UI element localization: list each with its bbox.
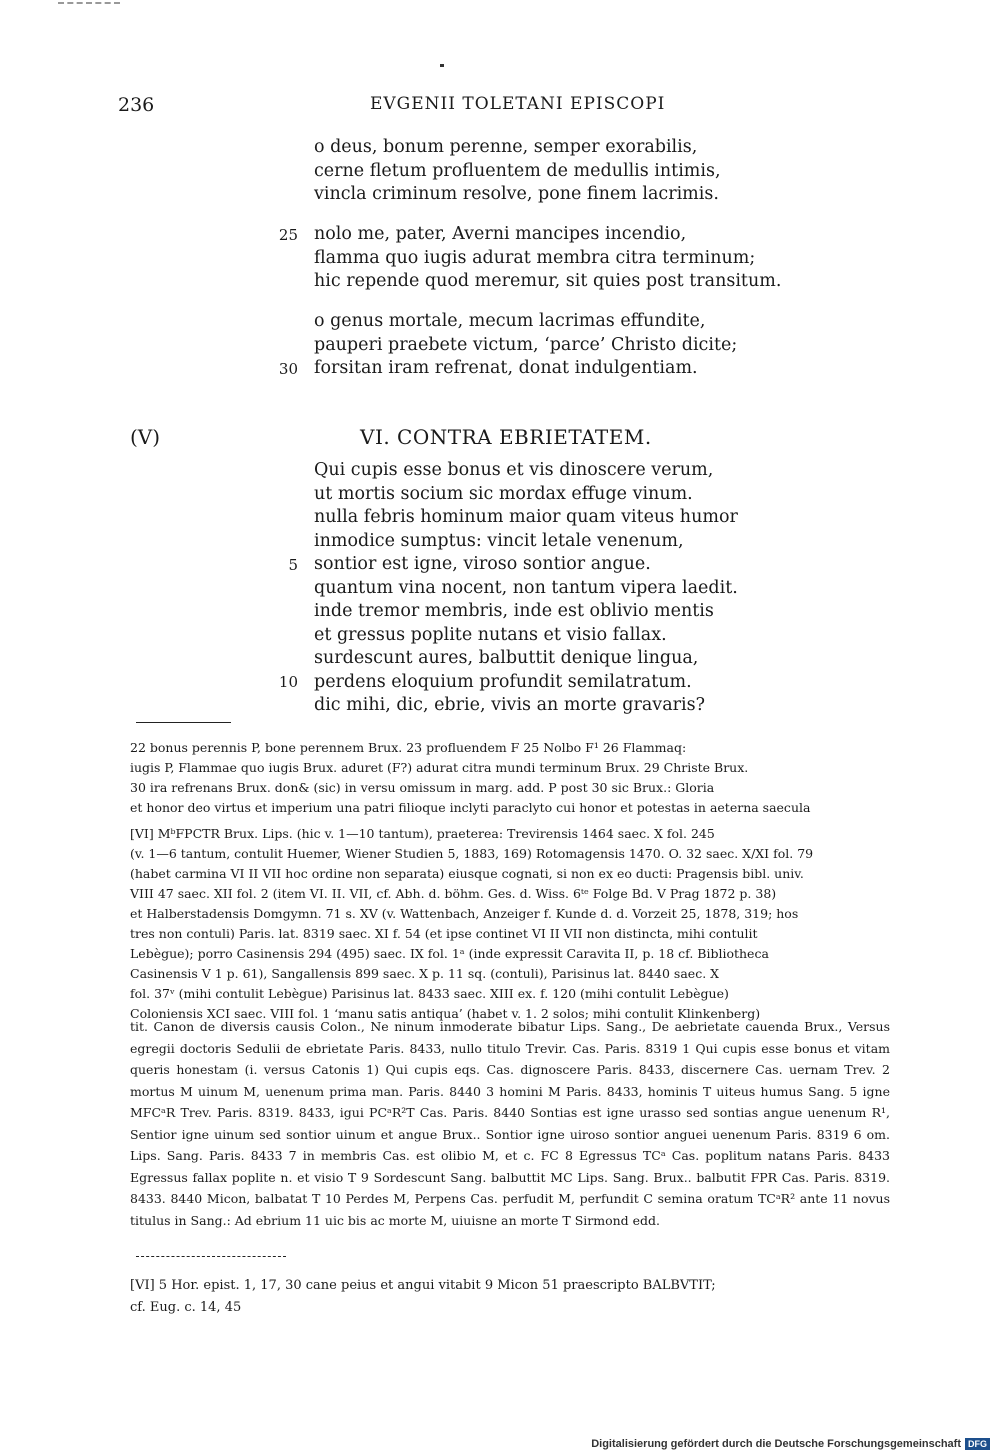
page-number: 236 — [118, 94, 155, 116]
verse-line: ut mortis socium sic mordax effuge vinum. — [314, 483, 693, 504]
apparatus-line: Casinensis V 1 p. 61), Sangallensis 899 saec. X p. 11 sq. (contuli), Parisinus lat. 8440 saec. X — [130, 966, 720, 981]
line-number: 30 — [278, 360, 298, 378]
scan-edge-mark — [58, 2, 120, 6]
verse-line: nulla febris hominum maior quam viteus humor — [314, 507, 738, 527]
apparatus-line: Lebègue); porro Casinensis 294 (495) saec. IX fol. 1ᵃ (inde expressit Caravita II, p. 18 cf. Bibliotheca — [130, 946, 769, 961]
apparatus-paragraph: tit. Canon de diversis causis Colon., Ne ninum inmoderate bibatur Lips. Sang., De aebrietate cauenda Brux., Versus egregii doctoris Sedulii de ebrietate Paris. 8433, nullo titulo Trevir. Cas. Paris. 8319 1 Qui cupis esse bonus et vitam queris honestam (i. versus Catonis 1) Qui cupis eqs. Cas. dignoscere Paris. 8433, discernere Cas. uernam Trev. 2 mortus M uinum M, uenenum prima man. Paris. 8440 3 homini M Paris. 8433, hominis T uiteus humus Sang. 5 igne MFCᵃR Trev. Paris. 8319. 8433, igui PCᵃR²T Cas. Paris. 8440 Sontias est igne urasso sed sontias angue uenenum R¹, Sentior igne uinum sed sontior uinum et angue Brux.. Sontior igne uiroso sontior anguei uenenum Paris. 8319 6 om. Lips. Sang. Paris. 8433 7 in membris Cas. est olibio M, et c. FC 8 Egressus TCᵃ Cas. poplitum natans Paris. 8433 Egressus fallax poplite n. et visio T 9 Sordescunt Sang. balbuttit MC Lips. Sang. Brux.. balbutit FPR Cas. Paris. 8319. 8433. 8440 Micon, balbatat T 10 Perdes M, Perpens Cas. perfudit M, perfundit C semina oratum TCᵃR² ante 11 novus titulus in Sang.: Ad ebrium 11 uic bis ac morte M, uiuisne an morte T Sirmond edd. — [130, 1019, 890, 1228]
apparatus-line: et Halberstadensis Domgymn. 71 s. XV (v. Wattenbach, Anzeiger f. Kunde d. d. Vorzeit 25, 1878, 319; hos — [130, 906, 799, 921]
verse-line: inde tremor membris, inde est oblivio mentis — [314, 601, 714, 621]
verse-line: vincla criminum resolve, pone finem lacrimis. — [314, 184, 719, 204]
apparatus-line: [VI] MᵇFPCTR Brux. Lips. (hic v. 1—10 tantum), praeterea: Trevirensis 1464 saec. X fol. 245 — [130, 826, 715, 841]
scan-dot — [440, 64, 444, 67]
line-number: 5 — [288, 556, 298, 574]
digitization-footer — [591, 1438, 990, 1450]
verse-line: cerne fletum profluentem de medullis intimis, — [314, 160, 721, 181]
apparatus-line: 22 bonus perennis P, bone perennem Brux. 23 profluendem F 25 Nolbo F¹ 26 Flammaq: — [130, 740, 687, 755]
line-number: 25 — [278, 226, 298, 244]
footer-text: Digitalisierung gefördert durch die Deutsche Forschungsgemeinschaft — [591, 1438, 961, 1450]
verse-line: perdens eloquium profundit semilatratum. — [314, 671, 692, 692]
dfg-logo: DFG — [965, 1438, 990, 1450]
apparatus-line: [VI] 5 Hor. epist. 1, 17, 30 cane peius et angui vitabit 9 Micon 51 praescripto BALBVTIT; — [130, 1278, 716, 1293]
apparatus-line: et honor deo virtus et imperium una patri filioque inclyti paraclyto cui honor et potestas in aeterna saecula — [130, 800, 811, 815]
footnote-rule — [136, 1256, 286, 1257]
verse-line: flamma quo iugis adurat membra citra terminum; — [314, 247, 756, 268]
apparatus-line: 30 ira refrenans Brux. don& (sic) in versu omissum in marg. add. P post 30 sic Brux.: Gloria — [130, 780, 715, 795]
verse-line: pauperi praebete victum, ‘parce’ Christo dicite; — [314, 334, 738, 355]
verse-line: hic repende quod meremur, sit quies post transitum. — [314, 271, 782, 291]
apparatus-line: cf. Eug. c. 14, 45 — [130, 1300, 242, 1315]
apparatus-line: fol. 37ᵛ (mihi contulit Lebègue) Parisinus lat. 8433 saec. XIII ex. f. 120 (mihi contulit Lebègue) — [130, 986, 729, 1001]
verse-line: Qui cupis esse bonus et vis dinoscere verum, — [314, 460, 714, 480]
running-title: EVGENII TOLETANI EPISCOPI — [370, 94, 666, 114]
verse-line: dic mihi, dic, ebrie, vivis an morte gravaris? — [314, 695, 705, 715]
apparatus-line: Coloniensis XCI saec. VIII fol. 1 ‘manu satis antiqua’ (habet v. 1. 2 solos; mihi contulit Klinkenberg) — [130, 1006, 761, 1021]
verse-line: o deus, bonum perenne, semper exorabilis, — [314, 137, 698, 157]
footnote-rule — [136, 722, 231, 723]
verse-line: o genus mortale, mecum lacrimas effundite, — [314, 311, 706, 331]
verse-line: quantum vina nocent, non tantum vipera laedit. — [314, 577, 738, 598]
apparatus-line: (habet carmina VI II VII hoc ordine non separata) eiusque cognati, si non ex eo ducti: Pragensis bibl. univ. — [130, 866, 804, 881]
apparatus-line: (v. 1—6 tantum, contulit Huemer, Wiener Studien 5, 1883, 169) Rotomagensis 1470. O. 32 saec. X/XI fol. 79 — [130, 846, 814, 861]
apparatus-line: VIII 47 saec. XII fol. 2 (item VI. II. VII, cf. Abh. d. böhm. Ges. d. Wiss. 6ᵗᵉ Folge Bd. V Prag 1872 p. 38) — [130, 886, 777, 901]
verse-line: inmodice sumptus: vincit letale venenum, — [314, 530, 684, 551]
section-marker: (V) — [130, 425, 161, 449]
verse-line: sontior est igne, viroso sontior angue. — [314, 554, 651, 574]
verse-line: et gressus poplite nutans et visio fallax. — [314, 624, 667, 645]
verse-line: nolo me, pater, Averni mancipes incendio, — [314, 224, 687, 244]
section-title: VI. CONTRA EBRIETATEM. — [360, 425, 652, 449]
verse-line: forsitan iram refrenat, donat indulgentiam. — [314, 358, 698, 378]
verse-line: surdescunt aures, balbuttit denique lingua, — [314, 648, 699, 668]
apparatus-line: tres non contuli) Paris. lat. 8319 saec. XI f. 54 (et ipse continet VI II VII non distincta, mihi contulit — [130, 926, 758, 941]
apparatus-line: iugis P, Flammae quo iugis Brux. aduret (F?) adurat citra mundi terminum Brux. 29 Christe Brux. — [130, 760, 749, 775]
line-number: 10 — [278, 673, 298, 691]
